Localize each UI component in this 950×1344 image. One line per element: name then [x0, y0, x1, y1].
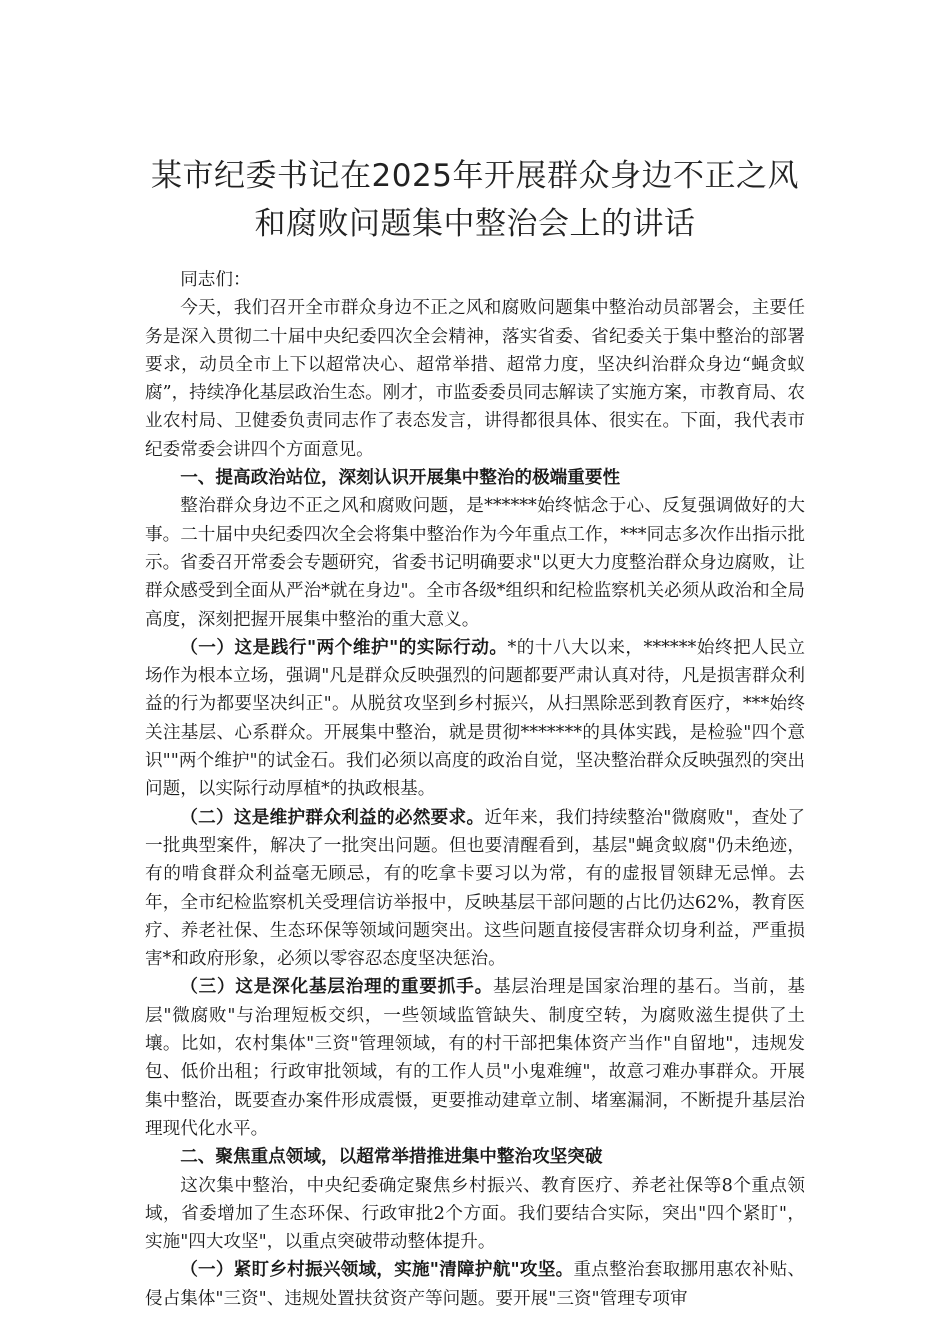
section-1-item-3 [145, 973, 805, 1143]
section-heading-1: 一、提高政治站位，深刻认识开展集中整治的极端重要性 [180, 467, 621, 489]
item-lead: （一）这是践行"两个维护"的实际行动。 [180, 636, 508, 658]
section-1-item-2 [145, 804, 805, 974]
section-2-intro: 这次集中整治，中央纪委确定聚焦乡村振兴、教育医疗、养老社保等8个重点领域，省委增加了生态环保、行政审批2个方面。我们要结合实际，突出"四个紧盯"，实施"四大攻坚"，以重点突破带动整体提升。 [145, 1175, 805, 1253]
item-text: 基层治理是国家治理的基石。当前，基层"微腐败"与治理短板交织，一些领域监管缺失、制度空转，为腐败滋生提供了土壤。比如，农村集体"三资"管理领域，有的村干部把集体资产当作"自留地"，违规发包、低价出租；行政审批领域，有的工作人员"小鬼难缠"，故意刁难办事群众。开展集中整治，既要查办案件形成震慑，更要推动建章立制、堵塞漏洞，不断提升基层治理现代化水平。 [145, 977, 805, 1139]
document-title: 某市纪委书记在2025年开展群众身边不正之风和腐败问题集中整治会上的讲话 [151, 158, 799, 242]
section-1-intro: 整治群众身边不正之风和腐败问题，是******始终惦念于心、反复强调做好的大事。二十届中央纪委四次全会将集中整治作为今年重点工作，***同志多次作出指示批示。省委召开常委会专题研究，省委书记明确要求"以更大力度整治群众身边腐败，让群众感受到全面从严治*就在身边"。全市各级*组织和纪检监察机关必须从政治和全局高度，深刻把握开展集中整治的重大意义。 [145, 496, 805, 630]
item-text: *的十八大以来，******始终把人民立场作为根本立场，强调"凡是群众反映强烈的问题都要严肃认真对待，凡是损害群众利益的行为都要坚决纠正"。从脱贫攻坚到乡村振兴，从扫黑除恶到教育医疗，***始终关注基层、心系群众。开展集中整治，就是贯彻*******的具体实践，是检验"四个意识""两个维护"的试金石。我们必须以高度的政治自觉，坚决整治群众反映强烈的突出问题，以实际行动厚植*的执政根基。 [145, 637, 805, 800]
section-heading-2: 二、聚焦重点领域，以超常举措推进集中整治攻坚突破 [180, 1146, 603, 1168]
item-text: 近年来，我们持续整治"微腐败"，查处了一批典型案件，解决了一批突出问题。但也要清醒看到，基层"蝇贪蚁腐"仍未绝迹，有的啃食群众利益毫无顾忌，有的吃拿卡要习以为常，有的虚报冒领肆无忌惮。去年，全市纪检监察机关受理信访举报中，反映基层干部问题的占比仍达62%，教育医疗、养老社保、生态环保等领域问题突出。这些问题直接侵害群众切身利益，严重损害*和政府形象，必须以零容忍态度坚决惩治。 [145, 807, 805, 970]
item-lead: （二）这是维护群众利益的必然要求。 [180, 806, 485, 828]
document-page [145, 152, 805, 1313]
section-2-item-1 [145, 1256, 805, 1313]
item-lead: （三）这是深化基层治理的重要抓手。 [180, 976, 493, 998]
section-1-item-1 [145, 634, 805, 804]
intro-paragraph: 今天，我们召开全市群众身边不正之风和腐败问题集中整治动员部署会，主要任务是深入贯彻二十届中央纪委四次全会精神，落实省委、省纪委关于集中整治的部署要求，动员全市上下以超常决心、超常举措、超常力度，坚决纠治群众身边“蝇贪蚁腐”，持续净化基层政治生态。刚才，市监委委员同志解读了实施方案，市教育局、农业农村局、卫健委负责同志作了表态发言，讲得都很具体、很实在。下面，我代表市纪委常委会讲四个方面意见。 [145, 298, 805, 460]
item-lead: （一）紧盯乡村振兴领域，实施"清障护航"攻坚。 [180, 1259, 574, 1281]
greeting: 同志们： [180, 270, 251, 290]
item-text: 重点整治套取挪用惠农补贴、侵占集体"三资"、违规处置扶贫资产等问题。要开展"三资"管理专项审 [145, 1260, 805, 1309]
